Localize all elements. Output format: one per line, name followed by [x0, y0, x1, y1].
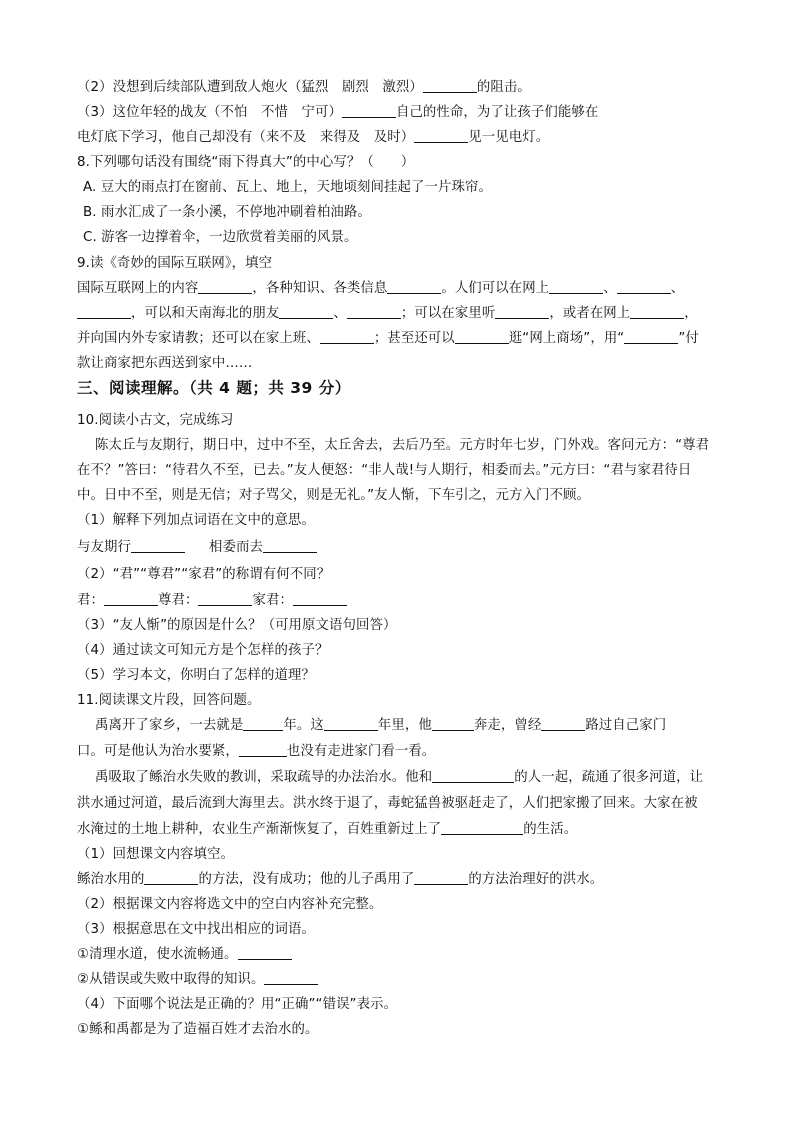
- text-segment: 洪水通过河道，最后流到大海里去。洪水终于退了，毒蛇猛兽被驱赶走了，人们把家搬了回来。大家在被: [77, 796, 698, 811]
- answer-blank[interactable]: [624, 329, 678, 344]
- text-segment: （4）下面哪个说法是正确的？用“正确”“错误”表示。: [77, 997, 398, 1012]
- text-line: [77, 691, 260, 711]
- text-segment: 陈太丘与友期行，期日中，过中不至，太丘舍去，去后乃至。元方时年七岁，门外戏。客问元方：“尊君: [95, 438, 710, 453]
- text-line: [77, 565, 330, 585]
- text-line: [77, 103, 598, 123]
- text-line: [77, 945, 292, 965]
- text-segment: 逛“网上商场”，用“: [508, 331, 625, 346]
- text-segment: 的方法，没有成功；他的儿子禹用了: [198, 872, 415, 887]
- text-segment: ，可以和天南海北的朋友: [131, 306, 280, 321]
- answer-blank[interactable]: [347, 304, 401, 319]
- answer-blank[interactable]: [541, 716, 585, 731]
- text-segment: 中。日中不至，则是无信；对子骂父，则是无礼。”友人惭，下车引之，元方入门不顾。: [77, 488, 590, 503]
- text-line: [77, 279, 684, 299]
- text-segment: 奔走，曾经: [473, 718, 542, 733]
- text-segment: （2）“君”“尊君”“家君”的称谓有何不同？: [77, 567, 331, 582]
- text-line: [77, 461, 691, 481]
- text-segment: 。人们可以在网上: [441, 281, 550, 296]
- text-segment: 的阻击。: [476, 80, 531, 95]
- text-segment: 水淹过的土地上耕种，农业生产渐渐恢复了，百姓重新过上了: [77, 822, 442, 837]
- text-segment: 国际互联网上的内容: [77, 281, 199, 296]
- answer-blank[interactable]: [423, 78, 477, 93]
- text-line: [77, 641, 328, 661]
- text-segment: （2）没想到后续部队遭到敌人炮火（猛烈 剧烈 激烈）: [77, 80, 423, 95]
- answer-blank[interactable]: [441, 820, 523, 835]
- text-segment: 、: [603, 281, 617, 296]
- text-line: [77, 591, 347, 611]
- text-segment: （2）根据课文内容将选文中的空白内容补充完整。: [77, 897, 383, 912]
- text-line: [83, 178, 492, 198]
- answer-blank[interactable]: [414, 128, 468, 143]
- text-line: [83, 203, 371, 223]
- text-line: [77, 486, 590, 506]
- text-segment: （3）这位年轻的战友（不怕 不惜 宁可）: [77, 105, 342, 120]
- answer-blank[interactable]: [243, 716, 283, 731]
- text-line: [95, 716, 666, 736]
- answer-blank[interactable]: [144, 870, 198, 885]
- answer-blank[interactable]: [198, 279, 252, 294]
- text-segment: 的人一起，疏通了很多河道，让: [514, 770, 704, 785]
- text-line: [77, 895, 382, 915]
- answer-blank[interactable]: [77, 304, 131, 319]
- text-segment: 路过自己家门: [585, 718, 667, 733]
- text-segment: 见一见电灯。: [468, 130, 550, 145]
- text-segment: 口。可是他认为治水要紧，: [77, 744, 239, 759]
- text-segment: 年里，他: [377, 718, 432, 733]
- text-segment: ，: [684, 306, 698, 321]
- text-line: [77, 1020, 318, 1040]
- text-segment: 10.阅读小古文，完成练习: [77, 413, 234, 428]
- text-line: [77, 329, 699, 349]
- text-segment: 也没有走进家门看一看。: [286, 744, 436, 759]
- text-segment: （5）学习本文，你明白了怎样的道理？: [77, 668, 315, 683]
- text-segment: 在不？”答曰：“待君久不至，已去。”友人便怒：“非人哉!与人期行，相委而去。”元方曰：“君与家君待日: [77, 463, 692, 478]
- text-segment: ①清理水道，使水流畅通。: [77, 947, 238, 962]
- answer-blank[interactable]: [342, 103, 396, 118]
- text-line: [77, 128, 549, 148]
- text-line: [77, 995, 397, 1015]
- text-line: [95, 436, 709, 456]
- text-segment: 与友期行: [77, 540, 131, 555]
- answer-blank[interactable]: [630, 304, 684, 319]
- text-line: [77, 616, 397, 636]
- text-segment: ，各种知识、各类信息: [252, 281, 388, 296]
- answer-blank[interactable]: [104, 591, 158, 606]
- text-segment: A. 豆大的雨点打在窗前、瓦上、地上，天地顷刻间挂起了一片珠帘。: [83, 180, 492, 195]
- text-line: [77, 870, 603, 890]
- text-segment: 年。这: [283, 718, 324, 733]
- text-segment: ；甚至还可以: [373, 331, 455, 346]
- text-segment: C. 游客一边撑着伞，一边欣赏着美丽的风景。: [83, 230, 358, 245]
- text-segment: 款让商家把东西送到家中……: [77, 356, 253, 371]
- answer-blank[interactable]: [387, 279, 441, 294]
- text-segment: ；可以在家里听: [400, 306, 496, 321]
- answer-blank[interactable]: [549, 279, 603, 294]
- text-segment: 的方法治理好的洪水。: [468, 872, 604, 887]
- text-segment: 8.下列哪句话没有围绕“雨下得真大”的中心写？（ ）: [77, 155, 415, 170]
- answer-blank[interactable]: [495, 304, 549, 319]
- text-line: [77, 742, 435, 762]
- text-segment: 尊君：: [157, 593, 199, 608]
- text-segment: 禹吸取了鲧治水失败的教训，采取疏导的办法治水。他和: [95, 770, 433, 785]
- text-segment: 相委而去: [208, 540, 263, 555]
- text-segment: 、: [670, 281, 685, 296]
- text-segment: （1）回想课文内容填空。: [77, 847, 235, 862]
- text-segment: 鲧治水用的: [77, 872, 145, 887]
- text-line: [77, 411, 234, 431]
- text-line: [77, 920, 315, 940]
- text-segment: ②从错误或失败中取得的知识。: [77, 972, 265, 987]
- text-segment: 、: [333, 306, 347, 321]
- answer-blank[interactable]: [617, 279, 671, 294]
- answer-blank[interactable]: [238, 945, 292, 960]
- answer-blank[interactable]: [320, 329, 374, 344]
- text-segment: 11.阅读课文片段，回答问题。: [77, 693, 261, 708]
- text-segment: （3）“友人惭”的原因是什么？（可用原文语句回答）: [77, 618, 397, 633]
- text-line: [95, 768, 703, 788]
- answer-blank[interactable]: [263, 538, 317, 553]
- text-line: [77, 794, 698, 814]
- text-segment: ①鲧和禹都是为了造福百姓才去治水的。: [77, 1022, 319, 1037]
- answer-blank[interactable]: [455, 329, 509, 344]
- text-line: [83, 228, 357, 248]
- text-line: [77, 666, 315, 686]
- text-line: [77, 511, 315, 531]
- answer-blank[interactable]: [324, 716, 378, 731]
- answer-blank[interactable]: [432, 716, 474, 731]
- text-segment: 三、阅读理解。（共 4 题；共 39 分）: [77, 379, 351, 397]
- answer-blank[interactable]: [264, 970, 318, 985]
- text-line: [77, 153, 414, 173]
- answer-blank[interactable]: [239, 742, 287, 757]
- text-line: [77, 304, 698, 324]
- text-segment: ，或者在网上: [549, 306, 631, 321]
- text-line: [77, 820, 577, 840]
- section-heading: [77, 378, 351, 398]
- answer-blank[interactable]: [131, 538, 185, 553]
- text-segment: 禹离开了家乡，一去就是: [95, 718, 244, 733]
- text-segment: 君：: [77, 593, 104, 608]
- text-line: [77, 845, 234, 865]
- answer-blank[interactable]: [432, 768, 514, 783]
- answer-blank[interactable]: [198, 591, 252, 606]
- text-line: [77, 970, 318, 990]
- answer-blank[interactable]: [414, 870, 468, 885]
- text-segment: （3）根据意思在文中找出相应的词语。: [77, 922, 315, 937]
- text-line: [77, 254, 272, 274]
- text-segment: 自己的性命，为了让孩子们能够在: [395, 105, 599, 120]
- text-segment: B. 雨水汇成了一条小溪，不停地冲刷着柏油路。: [83, 205, 371, 220]
- text-segment: 的生活。: [523, 822, 578, 837]
- text-segment: 9.读《奇妙的国际互联网》，填空: [77, 256, 273, 271]
- text-segment: ”付: [678, 331, 699, 346]
- answer-blank[interactable]: [293, 591, 347, 606]
- text-line: [77, 354, 252, 374]
- text-segment: （1）解释下列加点词语在文中的意思。: [77, 513, 315, 528]
- answer-blank[interactable]: [279, 304, 333, 319]
- text-segment: （4）通过读文可知元方是个怎样的孩子？: [77, 643, 329, 658]
- text-line: [77, 538, 317, 558]
- text-segment: 电灯底下学习，他自己却没有（来不及 来得及 及时）: [77, 130, 415, 145]
- text-segment: 并向国内外专家请教；还可以在家上班、: [77, 331, 320, 346]
- text-segment: 家君：: [252, 593, 293, 608]
- text-line: [77, 78, 531, 98]
